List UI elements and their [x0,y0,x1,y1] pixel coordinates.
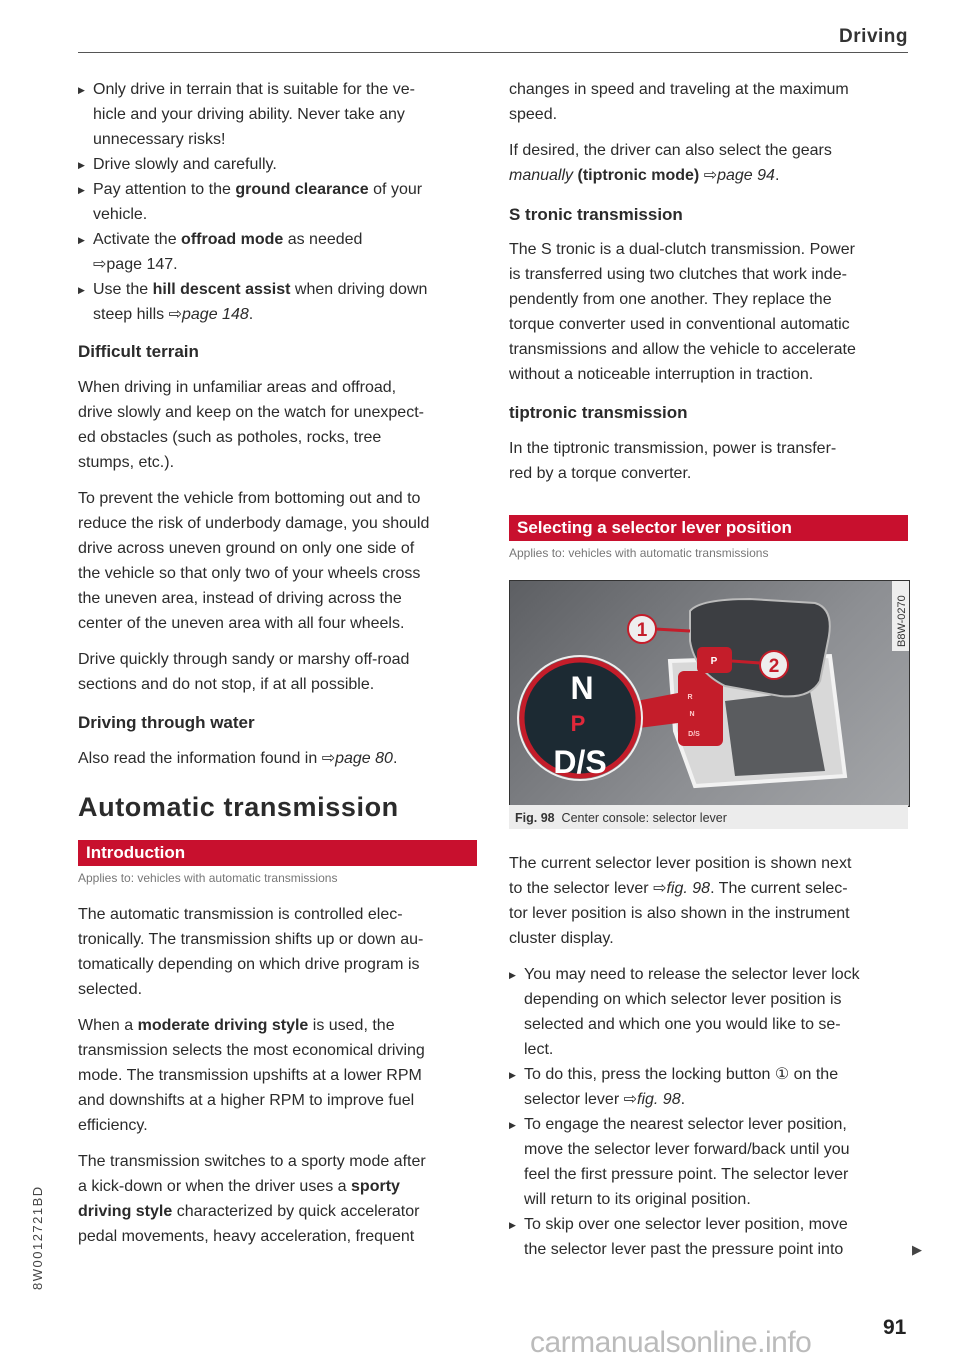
text-line [78,1174,478,1199]
callout-line-2 [732,661,760,663]
paragraph [78,902,478,1002]
text-run: Only drive in terrain that is suitable for the ve- [93,81,415,98]
text-run: Also read the information found in ⇨ [78,750,336,767]
text-run: as needed [283,231,363,248]
callout-2-label: 2 [768,656,780,677]
bullet-icon: ▶ [78,85,85,95]
list-item [78,277,478,327]
watermark: carmanualsonline.info [530,1326,812,1359]
paragraph [509,138,909,188]
bold-text: moderate driving style [137,1017,309,1034]
text-line: pedal movements, heavy acceleration, frequent [78,1228,415,1245]
text-line: ed obstacles (such as potholes, rocks, tree [78,429,382,446]
text-line: pendently from one another. They replace the [509,291,832,308]
text-line: feel the first pressure point. The selector lever [524,1166,849,1183]
text-line [78,1013,478,1038]
text-line: cluster display. [509,930,614,947]
list-item [509,962,909,1062]
text-line: changes in speed and traveling at the maximum [509,81,849,98]
paragraph [509,77,909,127]
text-run: selector lever ⇨ [524,1091,637,1108]
text-run: ① [774,1066,790,1083]
paragraph [509,851,909,951]
text-run: To do this, press the locking button [524,1066,775,1083]
text-run: . [248,306,254,323]
cross-reference: fig. 98 [637,1091,681,1108]
text-line: In the tiptronic transmission, power is transfer- [509,440,837,457]
text-run: . [173,256,178,273]
text-line: tomatically depending on which drive program is [78,956,420,973]
text-run: on the [789,1066,839,1083]
text-line: The transmission switches to a sporty mode after [78,1153,426,1170]
bold-text: (tiptronic mode) [577,167,700,184]
text-run: steep hills ⇨ [93,306,182,323]
text-line: red by a torque converter. [509,465,692,482]
list-item [509,1212,909,1262]
text-run: Use the [93,281,153,298]
figure-caption-text: Center console: selector lever [561,811,727,825]
list-item [78,77,478,152]
text-run: ⇨ [93,256,107,273]
text-run: is used, the [308,1017,395,1034]
text-run: Pay attention to the [93,181,236,198]
zoom-ds-label: D/S [553,744,607,780]
text-line [78,177,478,202]
heading-s-tronic: S tronic transmission [509,205,683,224]
text-line: When driving in unfamiliar areas and offroad, [78,379,397,396]
bold-text: offroad mode [181,231,284,248]
bullet-icon: ▶ [509,1220,516,1230]
text-line: To prevent the vehicle from bottoming out and to [78,490,421,507]
text-line: sections and do not stop, if at all possible. [78,676,375,693]
text-line: tor lever position is also shown in the instrument [509,905,850,922]
text-line: drive across uneven ground on only one side of [78,540,415,557]
text-line: You may need to release the selector lever lock [524,966,860,983]
list-item [78,177,478,227]
text-run: When a [78,1017,138,1034]
callout-line-1 [655,629,690,631]
text-line: If desired, the driver can also select the gears [509,142,832,159]
text-line [78,102,478,127]
text-line [78,77,478,102]
text-run: vehicle. [93,206,148,223]
cross-reference: page 94 [717,167,775,184]
text-run: characterized by quick accelerator [172,1203,420,1220]
bullet-icon: ▶ [78,160,85,170]
text-line: lect. [524,1041,554,1058]
text-line: stumps, etc.). [78,454,175,471]
text-line: transmissions and allow the vehicle to accelerate [509,341,856,358]
selector-bullets [509,962,909,1262]
section-bar-introduction: Introduction [78,840,477,866]
terrain-bullets [78,77,478,327]
lever-boot [725,691,825,776]
callout-1-label: 1 [636,620,648,641]
text-run: when driving down [290,281,428,298]
figure-selector-lever [509,580,910,807]
text-line: tronically. The transmission shifts up or down au- [78,931,424,948]
zoom-n-label: N [570,670,594,706]
text-line: To engage the nearest selector lever position, [524,1116,847,1133]
text-line: the uneven area, instead of driving across the [78,590,402,607]
heading-tiptronic: tiptronic transmission [509,403,688,422]
gate-ds-label: D/S [688,731,700,738]
heading-automatic-transmission: Automatic transmission [78,792,399,822]
text-run: to the selector lever ⇨ [509,880,667,897]
text-line [78,152,478,177]
text-line: without a noticeable interruption in traction. [509,366,814,383]
text-line [78,746,478,771]
paragraph [78,1149,478,1249]
continue-arrow-icon: ▶ [912,1242,922,1257]
text-line: Drive quickly through sandy or marshy off-road [78,651,410,668]
page-number: 91 [883,1316,907,1339]
bullet-icon: ▶ [509,1070,516,1080]
paragraph [78,746,478,771]
bold-text: sporty [351,1178,400,1195]
text-run: page 147 [106,256,174,273]
text-line: will return to its original position. [524,1191,751,1208]
gate-r-label: R [687,694,693,701]
text-run: . The current selec- [710,880,848,897]
bullet-icon: ▶ [509,1120,516,1130]
text-line: To skip over one selector lever position, move [524,1216,848,1233]
paragraph [78,375,478,475]
text-run: . [392,750,398,767]
heading-driving-through-water: Driving through water [78,713,255,732]
text-line: transmission selects the most economical driving [78,1042,425,1059]
text-line [509,1087,909,1112]
section-title: Driving [839,26,908,47]
cross-reference: page 148 [182,306,249,323]
text-line [78,252,478,277]
header-divider [78,52,908,53]
figure-number: Fig. 98 [515,811,555,825]
text-run: hicle and your driving ability. Never take any [93,106,405,123]
paragraph [509,237,909,387]
text-line [78,202,478,227]
text-line [509,163,909,188]
text-line: mode. The transmission upshifts at a lower RPM [78,1067,422,1084]
paragraph [509,436,909,486]
text-line: efficiency. [78,1117,148,1134]
text-run: . [774,167,780,184]
cross-reference: fig. 98 [666,880,711,897]
list-item [78,152,478,177]
text-run: The current selector lever position is shown next [509,855,852,872]
text-line: and downshifts at a higher RPM to improve fuel [78,1092,415,1109]
text-run: Drive slowly and carefully. [93,156,277,173]
paragraph [78,647,478,697]
bold-text: ground clearance [235,181,369,198]
applies-to-note: Applies to: vehicles with automatic transmissions [78,871,338,885]
text-line [78,127,478,152]
text-run: a kick-down or when the driver uses a [78,1178,352,1195]
section-bar-selecting: Selecting a selector lever position [509,515,908,541]
text-line [78,227,478,252]
selector-lever-illustration [510,581,909,806]
applies-to-note: Applies to: vehicles with automatic transmissions [509,546,769,560]
zoom-p-label: P [570,711,586,736]
text-run: of your [368,181,423,198]
text-line: The automatic transmission is controlled elec- [78,906,403,923]
cross-reference: page 80 [335,750,393,767]
gate-indicator [678,671,723,746]
text-run: unnecessary risks! [93,131,226,148]
text-line [509,851,909,876]
bullet-icon: ▶ [78,185,85,195]
cross-reference: manually [509,167,574,184]
park-button-label: P [710,656,718,667]
bullet-icon: ▶ [78,235,85,245]
gate-n-label: N [689,711,695,718]
text-line [78,277,478,302]
text-line: The S tronic is a dual-clutch transmission. Power [509,241,855,258]
text-line: torque converter used in conventional automatic [509,316,850,333]
figure-caption [509,805,908,829]
text-line: move the selector lever forward/back until you [524,1141,850,1158]
text-line: the vehicle so that only two of your wheels cross [78,565,421,582]
paragraph [78,486,478,636]
text-line: is transferred using two clutches that work inde- [509,266,847,283]
text-run: Activate the [93,231,182,248]
text-line: the selector lever past the pressure point into [524,1241,844,1258]
text-line: drive slowly and keep on the watch for unexpect- [78,404,424,421]
text-line: depending on which selector lever position is [524,991,842,1008]
text-line: reduce the risk of underbody damage, you should [78,515,430,532]
text-line: center of the uneven area with all four wheels. [78,615,405,632]
text-line [78,1199,478,1224]
document-code: 8W0012721BD [30,1185,45,1290]
bullet-icon: ▶ [509,970,516,980]
heading-difficult-terrain: Difficult terrain [78,342,199,361]
text-line: selected. [78,981,143,998]
bold-text: driving style [78,1203,173,1220]
text-run: ⇨ [699,167,718,184]
text-line [509,1062,909,1087]
list-item [509,1062,909,1112]
bullet-icon: ▶ [78,285,85,295]
paragraph [78,1013,478,1138]
text-line [509,876,909,901]
text-line [78,302,478,327]
text-line: selected and which one you would like to se- [524,1016,841,1033]
list-item [78,227,478,277]
bold-text: hill descent assist [152,281,291,298]
list-item [509,1112,909,1212]
text-line: speed. [509,106,558,123]
figure-code: B8W-0270 [896,595,908,647]
text-run: . [680,1091,686,1108]
